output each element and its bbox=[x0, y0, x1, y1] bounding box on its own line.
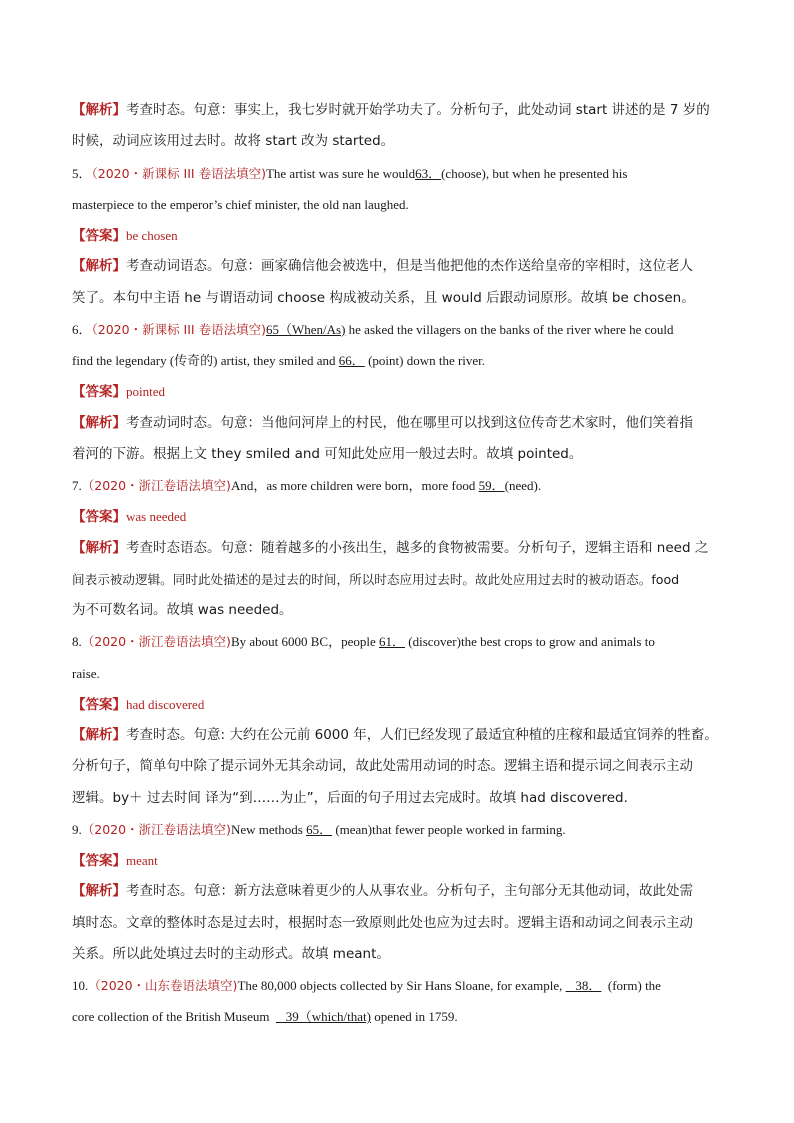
analysis-text: 填时态。文章的整体时态是过去时，根据时态一致原则此处也应为过去时。逻辑主语和动词之间表示主动 bbox=[72, 914, 693, 931]
analysis-8-cont bbox=[72, 751, 724, 782]
question-10 bbox=[72, 970, 724, 1001]
question-text: By about 6000 BC，people bbox=[230, 634, 379, 650]
question-text: New methods bbox=[230, 821, 307, 837]
question-text: find the legendary (传奇的) artist, they smiled and bbox=[72, 353, 339, 368]
blank: 65（When/As) bbox=[265, 321, 346, 337]
question-number: 7. bbox=[72, 478, 82, 493]
analysis-7 bbox=[72, 533, 724, 564]
question-source: （2020・山东卷语法填空) bbox=[88, 978, 238, 993]
answer-value: meant bbox=[126, 853, 158, 868]
question-text: (need). bbox=[504, 478, 542, 493]
analysis-tag: 【解析】 bbox=[72, 539, 126, 556]
blank: 65． bbox=[306, 821, 333, 837]
blank: 39（which/that) bbox=[275, 1009, 371, 1025]
question-source: （2020・浙江卷语法填空) bbox=[81, 478, 231, 493]
analysis-text: 为不可数名词。故填 was needed。 bbox=[72, 602, 293, 618]
analysis-tag: 【解析】 bbox=[72, 102, 126, 118]
question-text: The artist was sure he would bbox=[265, 165, 416, 181]
analysis-tag: 【解析】 bbox=[72, 727, 126, 743]
analysis-9-cont bbox=[72, 939, 724, 970]
answer-value: pointed bbox=[126, 384, 165, 400]
answer-tag: 【答案】 bbox=[72, 384, 126, 401]
question-text: (point) down the river. bbox=[364, 353, 486, 368]
analysis-tag: 【解析】 bbox=[72, 414, 126, 431]
answer-tag: 【答案】 bbox=[72, 696, 126, 713]
blank: 38． bbox=[565, 978, 602, 993]
question-6 bbox=[72, 314, 724, 345]
analysis-tag: 【解析】 bbox=[72, 258, 126, 275]
question-6-cont bbox=[72, 345, 724, 376]
question-9 bbox=[72, 814, 724, 845]
analysis-text: 考查时态。句意：事实上，我七岁时就开始学功夫了。分析句子，此处动词 start 讲述的是 7 岁的 bbox=[126, 102, 710, 118]
analysis-text: 考查动词时态。句意：当他问河岸上的村民，他在哪里可以找到这位传奇艺术家时，他们笑着指 bbox=[126, 414, 693, 431]
analysis-text: 考查时态。句意：新方法意味着更少的人从事农业。分析句子，主句部分无其他动词，故此处需 bbox=[126, 883, 693, 900]
answer-8 bbox=[72, 689, 724, 720]
analysis-text: 考查动词语态。句意：画家确信他会被选中，但是当他把他的杰作送给皇帝的宰相时，这位老人 bbox=[126, 258, 693, 275]
analysis-9-cont bbox=[72, 908, 724, 939]
answer-value: be chosen bbox=[126, 228, 178, 243]
question-text: (choose), but when he presented his bbox=[441, 165, 628, 181]
analysis-line bbox=[72, 95, 724, 126]
analysis-text: 考查时态语态。句意：随着越多的小孩出生，越多的食物被需要。分析句子，逻辑主语和 need 之 bbox=[126, 539, 709, 556]
analysis-5 bbox=[72, 251, 724, 282]
analysis-text: 着河的下游。根据上文 they smiled and 可知此处应用一般过去时。故填 pointed。 bbox=[72, 445, 583, 462]
analysis-tag: 【解析】 bbox=[72, 883, 126, 900]
blank: 63． bbox=[415, 165, 442, 181]
analysis-text: 笑了。本句中主语 he 与谓语动词 choose 构成被动关系，且 would 后跟动词原形。故填 be chosen。 bbox=[72, 289, 695, 306]
analysis-8 bbox=[72, 720, 724, 751]
question-text: core collection of the British Museum bbox=[72, 1009, 276, 1025]
question-number: 5． bbox=[72, 165, 92, 181]
question-source: （2020・新课标 III 卷语法填空) bbox=[91, 165, 266, 181]
answer-value: was needed bbox=[126, 509, 187, 525]
analysis-text: 逻辑。by＋ 过去时间 译为“到……为止”，后面的句子用过去完成时。故填 had discovered. bbox=[72, 789, 628, 806]
blank: 61． bbox=[379, 634, 406, 650]
analysis-5-cont bbox=[72, 283, 724, 314]
question-text: he asked the villagers on the banks of the river where he could bbox=[345, 321, 674, 337]
analysis-6-cont bbox=[72, 439, 724, 470]
question-number: 9. bbox=[72, 821, 82, 837]
analysis-text: 关系。所以此处填过去时的主动形式。故填 meant。 bbox=[72, 945, 390, 962]
question-5 bbox=[72, 158, 724, 189]
analysis-6 bbox=[72, 408, 724, 439]
question-source: （2020・浙江卷语法填空) bbox=[81, 634, 231, 650]
question-8 bbox=[72, 626, 724, 657]
analysis-line bbox=[72, 126, 724, 157]
analysis-text: 分析句子，简单句中除了提示词外无其余动词，故此处需用动词的时态。逻辑主语和提示词之间表示主动 bbox=[72, 758, 693, 775]
question-number: 10. bbox=[72, 978, 89, 993]
blank: 66． bbox=[338, 353, 365, 368]
question-text: (discover)the best crops to grow and animals to bbox=[405, 634, 655, 650]
question-text: The 80,000 objects collected by Sir Hans Sloane, for example, bbox=[237, 978, 566, 993]
question-text: And，as more children were born，more food bbox=[230, 478, 479, 493]
question-number: 8. bbox=[72, 634, 82, 650]
question-text: (mean)that fewer people worked in farming. bbox=[332, 821, 566, 837]
answer-7 bbox=[72, 501, 724, 532]
analysis-text: 考查时态。句意: 大约在公元前 6000 年，人们已经发现了最适宜种植的庄稼和最适宜饲养的牲畜。 bbox=[126, 727, 718, 743]
analysis-text: 时候，动词应该用过去时。故将 start 改为 started。 bbox=[72, 133, 395, 150]
question-5-cont bbox=[72, 189, 724, 220]
question-text: raise. bbox=[72, 665, 100, 681]
question-source: （2020・浙江卷语法填空) bbox=[81, 821, 231, 837]
analysis-7-cont bbox=[72, 564, 724, 595]
question-7 bbox=[72, 470, 724, 501]
answer-5 bbox=[72, 220, 724, 251]
question-text: opened in 1759. bbox=[370, 1009, 458, 1025]
document-content bbox=[72, 95, 724, 1033]
answer-tag: 【答案】 bbox=[72, 228, 126, 244]
answer-tag: 【答案】 bbox=[72, 509, 126, 526]
question-8-cont bbox=[72, 658, 724, 689]
question-text: (form) the bbox=[601, 978, 661, 993]
question-text: masterpiece to the emperor’s chief minister, the old nan laughed. bbox=[72, 196, 409, 212]
answer-tag: 【答案】 bbox=[72, 853, 126, 869]
question-number: 6． bbox=[72, 321, 92, 337]
analysis-8-cont bbox=[72, 783, 724, 814]
blank: 59． bbox=[478, 478, 505, 493]
analysis-text: 间表示被动逻辑。同时此处描述的是过去的时间，所以时态应用过去时。故此处应用过去时的被动语态。food bbox=[72, 571, 680, 587]
analysis-7-cont bbox=[72, 595, 724, 626]
analysis-9 bbox=[72, 876, 724, 907]
answer-value: had discovered bbox=[126, 696, 205, 712]
question-10-cont bbox=[72, 1001, 724, 1032]
question-source: （2020・新课标 III 卷语法填空) bbox=[91, 321, 266, 337]
answer-6 bbox=[72, 376, 724, 407]
answer-9 bbox=[72, 845, 724, 876]
